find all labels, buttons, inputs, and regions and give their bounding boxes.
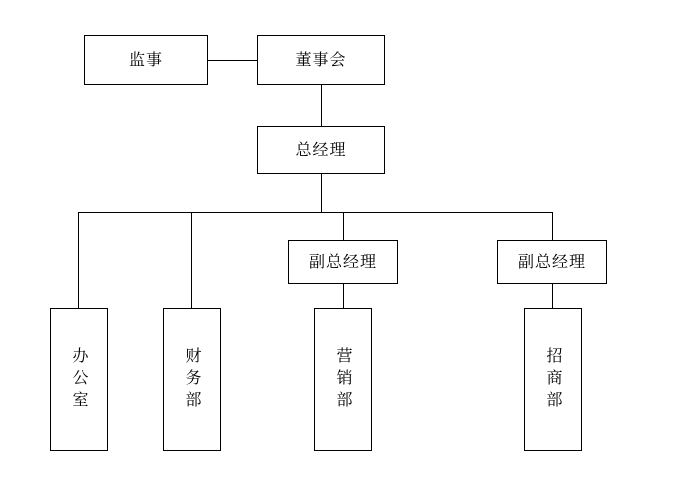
connector-bus-dgm2 [552, 212, 553, 240]
node-marketing-department[interactable] [314, 308, 372, 451]
connector-bus-dgm1 [343, 212, 344, 240]
connector-bus [78, 212, 552, 213]
node-marketing-department-label: 营销部 [334, 346, 353, 413]
node-board-of-directors-label: 董事会 [295, 50, 347, 70]
connector-dgm2-investment [552, 284, 553, 308]
connector-supervisor-board [208, 60, 257, 61]
connector-board-gm [321, 85, 322, 126]
node-office-label: 办公室 [70, 346, 89, 413]
node-finance-department[interactable] [163, 308, 221, 451]
node-deputy-general-manager-1-label: 副总经理 [308, 252, 377, 272]
node-board-of-directors[interactable] [257, 35, 385, 85]
node-investment-department-label: 招商部 [544, 346, 563, 413]
node-deputy-general-manager-2-label: 副总经理 [517, 252, 586, 272]
connector-gm-bus [321, 174, 322, 212]
node-deputy-general-manager-2[interactable] [497, 240, 607, 284]
node-supervisor-label: 监事 [128, 50, 163, 70]
connector-bus-office [78, 212, 79, 308]
node-finance-department-label: 财务部 [183, 346, 202, 413]
node-office[interactable] [50, 308, 108, 451]
node-deputy-general-manager-1[interactable] [288, 240, 398, 284]
connector-dgm1-marketing [343, 284, 344, 308]
node-general-manager-label: 总经理 [295, 140, 347, 160]
node-supervisor[interactable] [84, 35, 208, 85]
connector-bus-finance [191, 212, 192, 308]
node-investment-department[interactable] [524, 308, 582, 451]
node-general-manager[interactable] [257, 126, 385, 174]
